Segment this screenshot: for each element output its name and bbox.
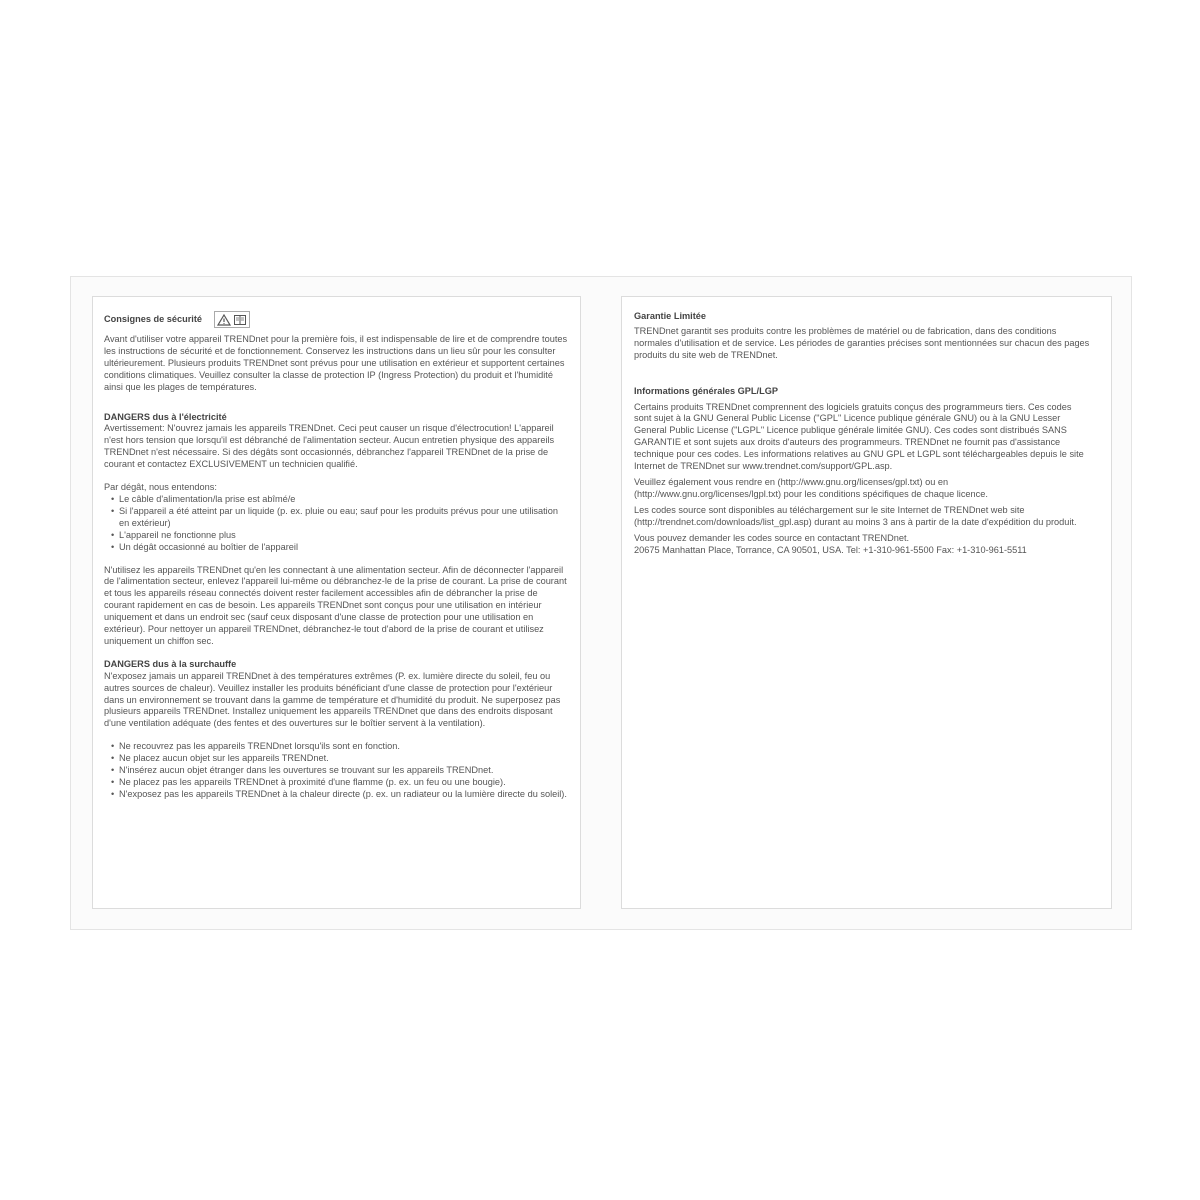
contact-text: Vous pouvez demander les codes source en contactant TRENDnet. <box>634 532 910 543</box>
gpl-title: Informations générales GPL/LGP <box>634 385 778 396</box>
heat-text: N'exposez jamais un appareil TRENDnet à des températures extrêmes (P. ex. lumière directe du soleil, feu ou autres sources de chaleur). Veuillez installer les produits bénéficiant d'une classe de protection pour l'extérieur dans un environnement se trouvant dans la gamme de température et d'humidité du produit. Ne superposez pas plusieurs appareils TRENDnet. Installez uniquement les appareils TRENDnet que dans des endroits disposant d'une ventilation adéquate (des fentes et des ouvertures sur le boîtier servent à la ventilation). <box>104 670 561 729</box>
list-item: • Ne recouvrez pas les appareils TRENDnet lorsqu'ils sont en fonction. <box>104 741 570 753</box>
address-text: 20675 Manhattan Place, Torrance, CA 90501, USA. Tel: +1-310-961-5500 Fax: +1-310-961-5511 <box>634 544 1027 555</box>
warranty-title: Garantie Limitée <box>634 311 706 321</box>
damage-intro: Par dégât, nous entendons: <box>104 482 217 493</box>
safety-heading-row <box>104 311 570 328</box>
list-item: • N'insérez aucun objet étranger dans les ouvertures se trouvant sur les appareils TRENDnet. <box>104 765 570 777</box>
manual-book-icon <box>233 314 247 326</box>
warning-triangle-icon <box>217 314 231 326</box>
heat-title: DANGERS dus à la surchauffe <box>104 658 237 669</box>
warning-icons <box>214 311 250 328</box>
safety-title: Consignes de sécurité <box>104 313 203 324</box>
warranty-text: TRENDnet garantit ses produits contre les problèmes de matériel ou de fabrication, dans des conditions normales d'utilisation et de service. Les périodes de garanties précises sont mentionnées sur chacun des pages produits du site web de TRENDnet. <box>634 325 1090 360</box>
electricity-title: DANGERS dus à l'électricité <box>104 411 227 422</box>
list-item: • L'appareil ne fonctionne plus <box>104 530 570 542</box>
list-item: • Ne placez aucun objet sur les appareils TRENDnet. <box>104 753 570 765</box>
safety-text: Avant d'utiliser votre appareil TRENDnet pour la première fois, il est indispensable de lire et de comprendre toutes les instructions de sécurité et de fonctionnement. Conservez les instructions dans un lieu sûr pour les consulter ultérieurement. Plusieurs produits TRENDnet sont prévus pour une utilisation en extérieur et supportent certaines conditions climatiques. Veuillez consulter la classe de protection IP (Ingress Protection) du produit et l'humidité ainsi que les plages de températures. <box>104 334 568 392</box>
source-text: Les codes source sont disponibles au téléchargement sur le site Internet de TRENDnet web site (http://trendnet.com/downloads/list_gpl.asp) durant au moins 3 ans à partir de la date d'expédition du produit. <box>634 504 1077 527</box>
list-item: • N'exposez pas les appareils TRENDnet à la chaleur directe (p. ex. un radiateur ou la lumière directe du soleil). <box>104 789 570 801</box>
heat-list <box>104 741 570 801</box>
damage-list <box>104 494 570 554</box>
list-item: • Un dégât occasionné au boîtier de l'appareil <box>104 542 570 554</box>
list-item: • Si l'appareil a été atteint par un liquide (p. ex. pluie ou eau; sauf pour les produits prévus pour une utilisation en extérieur) <box>104 506 570 530</box>
electricity-text: Avertissement: N'ouvrez jamais les appareils TRENDnet. Ceci peut causer un risque d'électrocution! L'appareil n'est hors tension que lorsqu'il est débranché de l'alimentation secteur. Aucun entretien physique des appareils TRENDnet n'est nécessaire. Si des dégâts sont occasionnés, débranchez l'appareil TRENDnet de la prise de courant et contactez EXCLUSIVEMENT un technicien qualifié. <box>104 423 555 470</box>
list-item: • Le câble d'alimentation/la prise est abîmé/e <box>104 494 570 506</box>
gpl-text: Certains produits TRENDnet comprennent des logiciels gratuits conçus des programmeurs tiers. Ces codes sont sujet à la GNU General Public License ("GPL" Licence publique générale GNU) ou à la GNU Lesser General Public License ("LGPL" Licence publique générale limitée GNU). Ces codes sont distribués SANS GARANTIE et sont sujets aux droits d'auteurs des programmeurs. TRENDnet ne fournit pas d'assistance technique pour ces codes. Les informations relatives au GNU GPL et LGPL sont téléchargeables depuis le site Internet de TRENDnet sur www.trendnet.com/support/GPL.asp. <box>634 401 1084 472</box>
warranty-panel <box>621 296 1112 909</box>
power-text: N'utilisez les appareils TRENDnet qu'en les connectant à une alimentation secteur. Afin de déconnecter l'appareil de l'alimentation secteur, enlevez l'appareil lui-même ou débranchez-le de la prise de courant. La prise de courant et tous les appareils réseau connectés doivent rester facilement accessibles afin de débrancher la prise de courant rapidement en cas de besoin. Les appareils TRENDnet sont conçus pour une utilisation en intérieur uniquement et dans un endroit sec (sauf ceux disposant d'une classe de protection pour une utilisation en extérieur). Pour nettoyer un appareil TRENDnet, débranchez-le tout d'abord de la prise de courant et utilisez uniquement un chiffon sec. <box>104 564 567 646</box>
manual-sheet <box>70 276 1132 930</box>
gpl-links-text: Veuillez également vous rendre en (http://www.gnu.org/licenses/gpl.txt) ou en (http://www.gnu.org/licenses/lgpl.txt) pour les conditions spécifiques de chaque licence. <box>634 476 988 499</box>
safety-panel <box>92 296 581 909</box>
list-item: • Ne placez pas les appareils TRENDnet à proximité d'une flamme (p. ex. un feu ou une bougie). <box>104 777 570 789</box>
